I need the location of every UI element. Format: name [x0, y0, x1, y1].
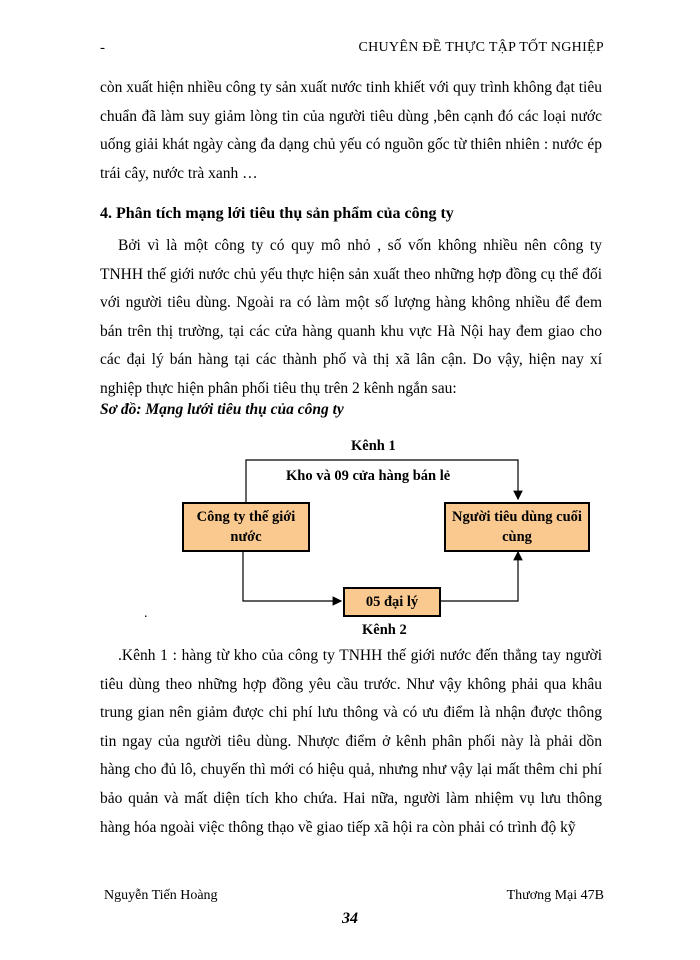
channel1-label: Kênh 1: [351, 438, 396, 454]
channel2-label: Kênh 2: [362, 622, 407, 638]
footer-class: Thương Mại 47B: [506, 888, 604, 903]
consumer-box-label: Người tiêu dùng cuối cùng: [452, 509, 582, 545]
page-number: 34: [342, 910, 358, 927]
consumer-box: [444, 502, 590, 552]
channel2-arrow-to-agent: [243, 552, 341, 601]
header-dash: -: [100, 40, 105, 56]
channel-paragraph-text: .Kênh 1 : hàng từ kho của công ty TNHH thế giới nước đến thẳng tay người tiêu dùng theo những hợp đồng yêu cầu trước. Như vậy không phải qua khâu trung gian nên giảm được chi phí lưu thông và có ưu điểm là nhận được thông tin ngay của người tiêu dùng. Nhược điểm ở kênh phân phối này là phải dồn hàng cho đủ lô, chuyến thì mới có hiệu quả, nhưng như vậy lại mất thêm chi phí bảo quản và mất diện tích kho chứa. Hai nữa, người làm nhiệm vụ lưu thông hàng hóa ngoài việc thông thạo về giao tiếp xã hội ra còn phải có trình độ kỹ: [100, 647, 602, 836]
channel1-note: Kho và 09 cửa hàng bán lẻ: [286, 468, 451, 484]
section-heading: 4. Phân tích mạng lới tiêu thụ sản phẩm của công ty: [100, 205, 454, 222]
agent-box: [343, 587, 441, 617]
company-box: [182, 502, 310, 552]
stray-mark: .: [144, 606, 148, 621]
footer-author: Nguyễn Tiến Hoàng: [104, 888, 218, 903]
intro-paragraph-text: còn xuất hiện nhiều công ty sản xuất nước tinh khiết với quy trình không đạt tiêu chuẩn đã làm suy giảm lòng tin của người tiêu dùng ,bên cạnh đó các loại nước uống giải khát ngày càng đa dạng chủ yếu có nguồn gốc từ thiên nhiên : nước ép trái cây, nước trà xanh …: [100, 79, 602, 182]
agent-box-label: 05 đại lý: [365, 594, 419, 610]
header-title: CHUYÊN ĐỀ THỰC TẬP TỐT NGHIỆP: [358, 40, 604, 55]
channel2-arrow-to-consumer: [441, 552, 518, 601]
diagram-caption: Sơ đồ: Mạng lưới tiêu thụ của công ty: [100, 401, 344, 418]
channel-paragraph: [100, 642, 602, 842]
section-paragraph-text: Bởi vì là một công ty có quy mô nhỏ , số vốn không nhiều nên công ty TNHH thế giới nước chủ yếu thực hiện sản xuất theo những hợp đồng cụ thể đối với người tiêu dùng. Ngoài ra có làm một số lượng hàng không nhiều để đem bán trên thị trường, tại các cửa hàng quanh khu vực Hà Nội hay đem giao cho các đại lý bán hàng tại các thành phố và thị xã lân cận. Do vậy, hiện nay xí nghiệp thực hiện phân phối tiêu thụ trên 2 kênh ngắn sau:: [100, 237, 602, 397]
company-box-label: Công ty thế giới nước: [196, 509, 296, 545]
